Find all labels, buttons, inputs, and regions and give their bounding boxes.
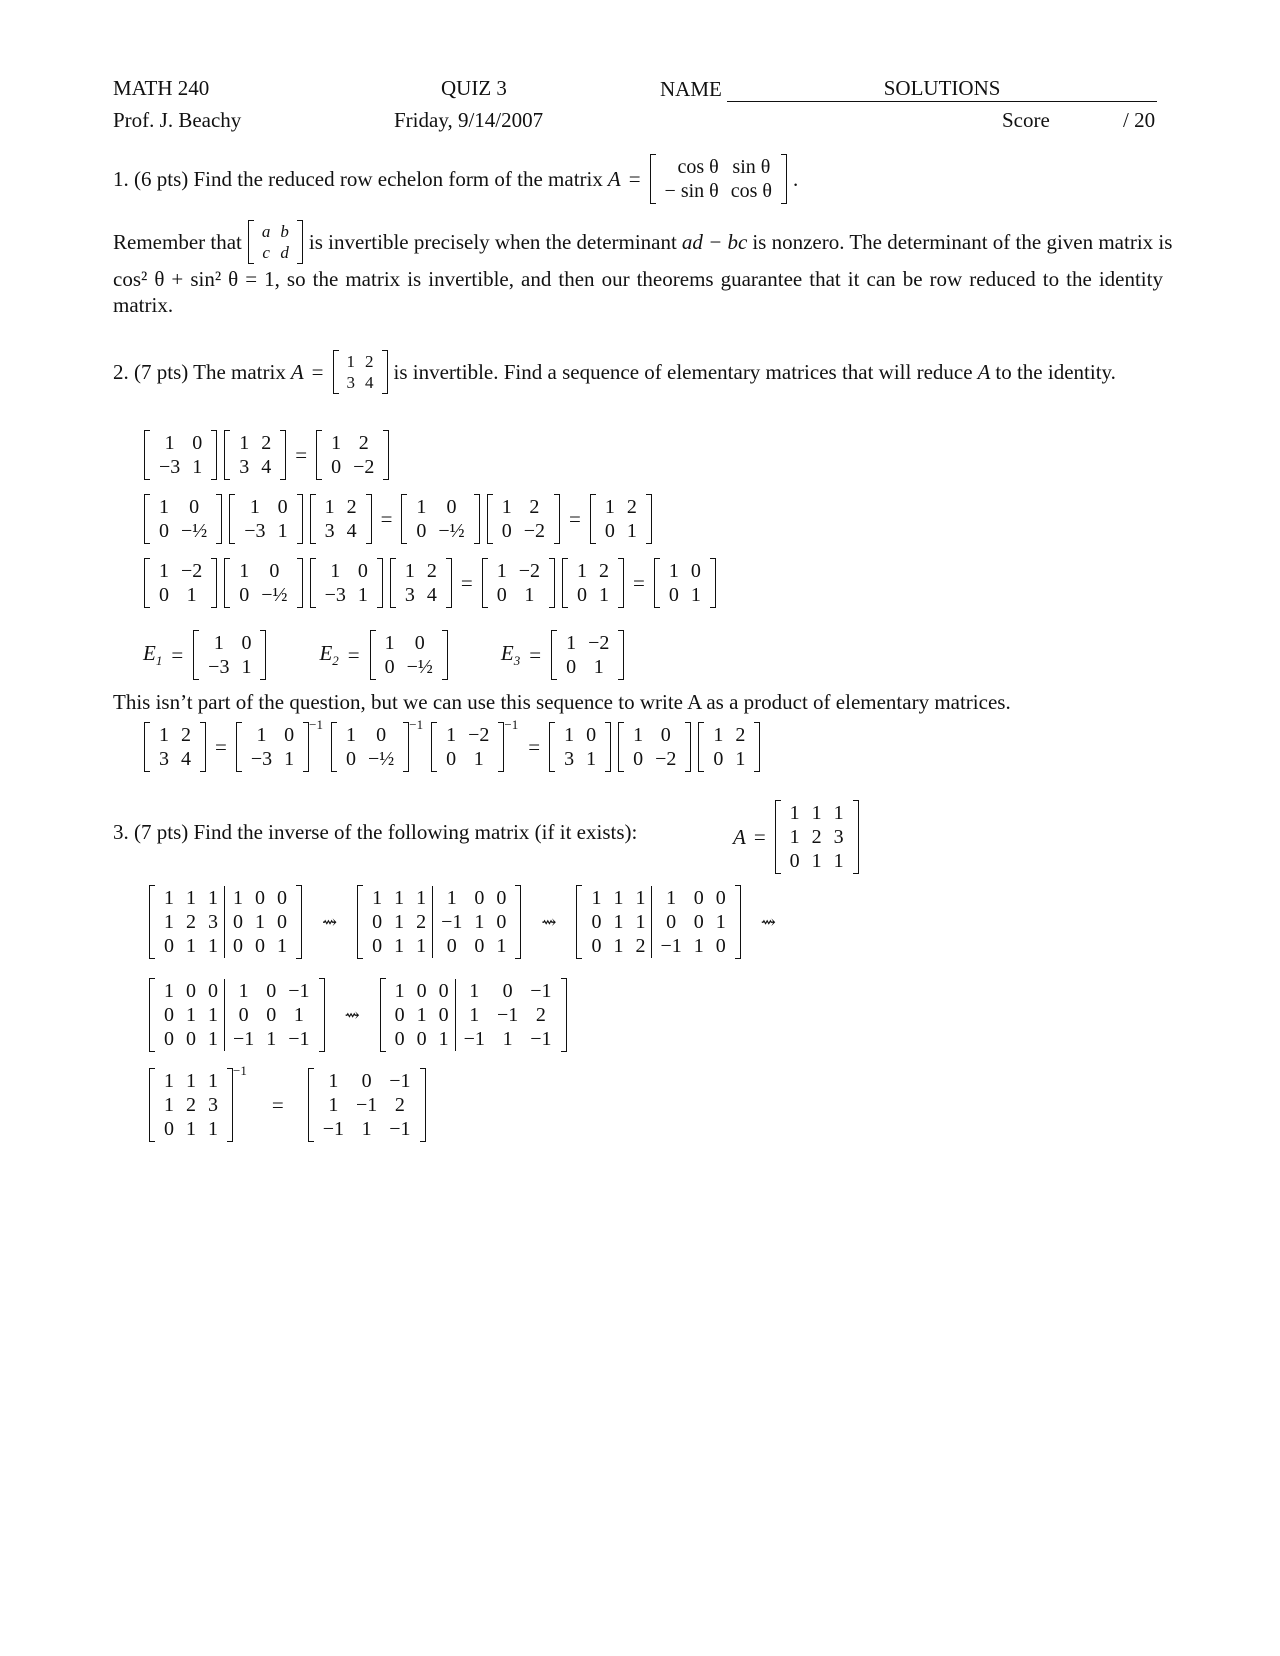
row-reduce-arrow: ⇝ [322, 911, 338, 932]
q1-matrix: cos θ sin θ − sin θ cos θ [649, 154, 788, 204]
matrix-E2: 1 0 0 −½ [223, 558, 303, 608]
matrix-E1: 1 0 −3 1 [235, 722, 310, 772]
inverse-exponent: −1 [409, 717, 424, 732]
matrix-E3: 1 −2 0 1 [430, 722, 505, 772]
matrix-step2: 1 2 0 1 [589, 494, 653, 544]
generic-matrix: a b c d [247, 220, 304, 264]
q1-answer-line2 [113, 266, 1163, 318]
q2-product-equation: 1 2 3 4 = 1 0 −3 1 −1 1 0 0 −½ −1 1 −2 0 1 −1 = 1 0 3 1 1 0 0 −2 1 2 0 1 [143, 722, 761, 772]
matrix-step2: 1 2 0 1 [561, 558, 625, 608]
q3-matrix-name: A [733, 824, 746, 849]
matrix-A: 1 2 3 4 [223, 430, 287, 480]
augmented-matrix-2: 1 1 1 1 0 0 0 1 2 −1 1 0 0 1 1 0 0 1 [356, 885, 522, 959]
matrix-E1: 1 0 −3 1 [143, 430, 218, 480]
matrix-A: 1 2 3 4 [143, 722, 207, 772]
quiz-date: Friday, 9/14/2007 [394, 108, 544, 132]
q2-elementary-definitions: $E_1$ = 1 0 −3 1 $E_2$ = 1 0 0 −½ $E_3$ = 1 −2 0 1 [143, 630, 625, 680]
matrix-E2: 1 0 0 −½ [143, 494, 223, 544]
score-total: / 20 [1123, 108, 1156, 132]
q2-prompt-a: 2. (7 pts) The matrix [113, 359, 286, 384]
matrix-E3: 1 −2 0 1 [481, 558, 556, 608]
course-title: MATH 240 [113, 76, 210, 100]
name-field [660, 76, 1157, 102]
instructor-name: Prof. J. Beachy [113, 108, 242, 132]
q2-matrix-name: A [290, 359, 304, 384]
q2-matrix-name-2: A [977, 359, 991, 384]
q1-det-value: cos² θ + sin² θ = 1 [113, 267, 275, 291]
q2-matrix-A: 1 2 3 4 [332, 350, 389, 394]
q3-inverse-matrix: 1 0 −1 1 −1 2 −1 1 −1 [307, 1068, 427, 1142]
q3-reduction-row-1 [148, 885, 790, 959]
q1-answer-text-c: , so the matrix is invertible, and then our theorems guarantee that it can be row reduced to the identity matrix. [113, 267, 1163, 317]
q1-matrix-name: A [607, 166, 621, 191]
matrix-E2: 1 0 0 −½ [330, 722, 410, 772]
q1-answer-text-a: is invertible precisely when the determinant [308, 229, 677, 254]
name-label: NAME [660, 77, 722, 101]
q2-prompt-c: to the identity. [995, 359, 1116, 384]
def-E2: 1 0 0 −½ [369, 630, 449, 680]
q2-note: This isn’t part of the question, but we can use this sequence to write A as a product of elementary matrices. [113, 690, 1011, 714]
matrix-E1: 1 0 −3 1 [309, 558, 384, 608]
matrix-E3: 1 −2 0 1 [143, 558, 218, 608]
q2-equation-3: 1 −2 0 1 1 0 0 −½ 1 0 −3 1 1 2 3 4 = 1 −2 0 1 1 2 0 1 = 1 0 0 1 [143, 558, 717, 608]
matrix-E1: 1 0 −3 1 [228, 494, 303, 544]
q3-inverse-equation: 1 1 1 1 2 3 0 1 1 −1 = 1 0 −1 1 −1 2 −1 1 −1 [148, 1068, 427, 1142]
matrix-step1: 1 2 0 −2 [315, 430, 390, 480]
e3-label: $E_3$ [500, 640, 521, 669]
q3-matrix-def: A = 1 1 1 1 2 3 0 1 1 [733, 800, 860, 874]
matrix-E2: 1 0 0 −½ [400, 494, 480, 544]
q2-prompt-b: is invertible. Find a sequence of elementary matrices that will reduce [393, 359, 973, 384]
q1-remember: Remember that [113, 229, 242, 254]
matrix-identity: 1 0 0 1 [653, 558, 717, 608]
e1-label: $E_1$ [143, 640, 163, 669]
matrix-step1: 1 2 0 −2 [486, 494, 561, 544]
inverse-exponent: −1 [504, 717, 519, 732]
q2-equation-1: 1 0 −3 1 1 2 3 4 = 1 2 0 −2 [143, 430, 390, 480]
augmented-matrix-5: 1 0 0 1 0 −1 0 1 0 1 −1 2 0 0 1 −1 1 −1 [379, 978, 568, 1052]
augmented-matrix-1: 1 1 1 1 0 0 1 2 3 0 1 0 0 1 1 0 0 1 [148, 885, 303, 959]
def-E3: 1 −2 0 1 [550, 630, 625, 680]
row-reduce-arrow: ⇝ [760, 911, 776, 932]
e2-label: $E_2$ [319, 640, 339, 669]
def-E1: 1 0 −3 1 [192, 630, 267, 680]
q3-matrix-A: 1 1 1 1 2 3 0 1 1 [774, 800, 860, 874]
q1-det-expr: ad − bc [681, 229, 748, 254]
q1-answer-text-b: is nonzero. The determinant of the given matrix is [752, 229, 1173, 254]
augmented-matrix-3: 1 1 1 1 0 0 0 1 1 0 0 1 0 1 2 −1 1 0 [575, 885, 741, 959]
q1-prompt-row: 1. (6 pts) Find the reduced row echelon form of the matrix A = cos θ sin θ − sin θ cos θ . [113, 156, 799, 202]
row-reduce-arrow: ⇝ [541, 911, 557, 932]
score-label: Score [1002, 108, 1050, 132]
q2-prompt-row: 2. (7 pts) The matrix A = 1 2 3 4 is invertible. Find a sequence of elementary matrices that will reduce A to the identity. [113, 352, 1116, 392]
q1-answer-line1 [113, 220, 1172, 264]
inverse-exponent: −1 [233, 1063, 247, 1078]
q3-prompt: 3. (7 pts) Find the inverse of the following matrix (if it exists): [113, 820, 638, 844]
q3-reduction-row-2 [148, 978, 568, 1052]
row-reduce-arrow: ⇝ [344, 1004, 360, 1025]
matrix-A: 1 2 3 4 [309, 494, 373, 544]
quiz-title: QUIZ 3 [441, 76, 507, 100]
q1-prompt: 1. (6 pts) Find the reduced row echelon form of the matrix [113, 166, 603, 191]
name-value: SOLUTIONS [727, 76, 1157, 102]
q2-equation-2: 1 0 0 −½ 1 0 −3 1 1 2 3 4 = 1 0 0 −½ 1 2 0 −2 = 1 2 0 1 [143, 494, 653, 544]
augmented-matrix-4: 1 0 0 1 0 −1 0 1 1 0 0 1 0 0 1 −1 1 −1 [148, 978, 326, 1052]
matrix-inv-E1: 1 0 3 1 [548, 722, 612, 772]
matrix-inv-E3: 1 2 0 1 [697, 722, 761, 772]
matrix-inv-E2: 1 0 0 −2 [617, 722, 692, 772]
matrix-A: 1 2 3 4 [389, 558, 453, 608]
q3-matrix-A: 1 1 1 1 2 3 0 1 1 [148, 1068, 234, 1142]
inverse-exponent: −1 [309, 717, 323, 732]
